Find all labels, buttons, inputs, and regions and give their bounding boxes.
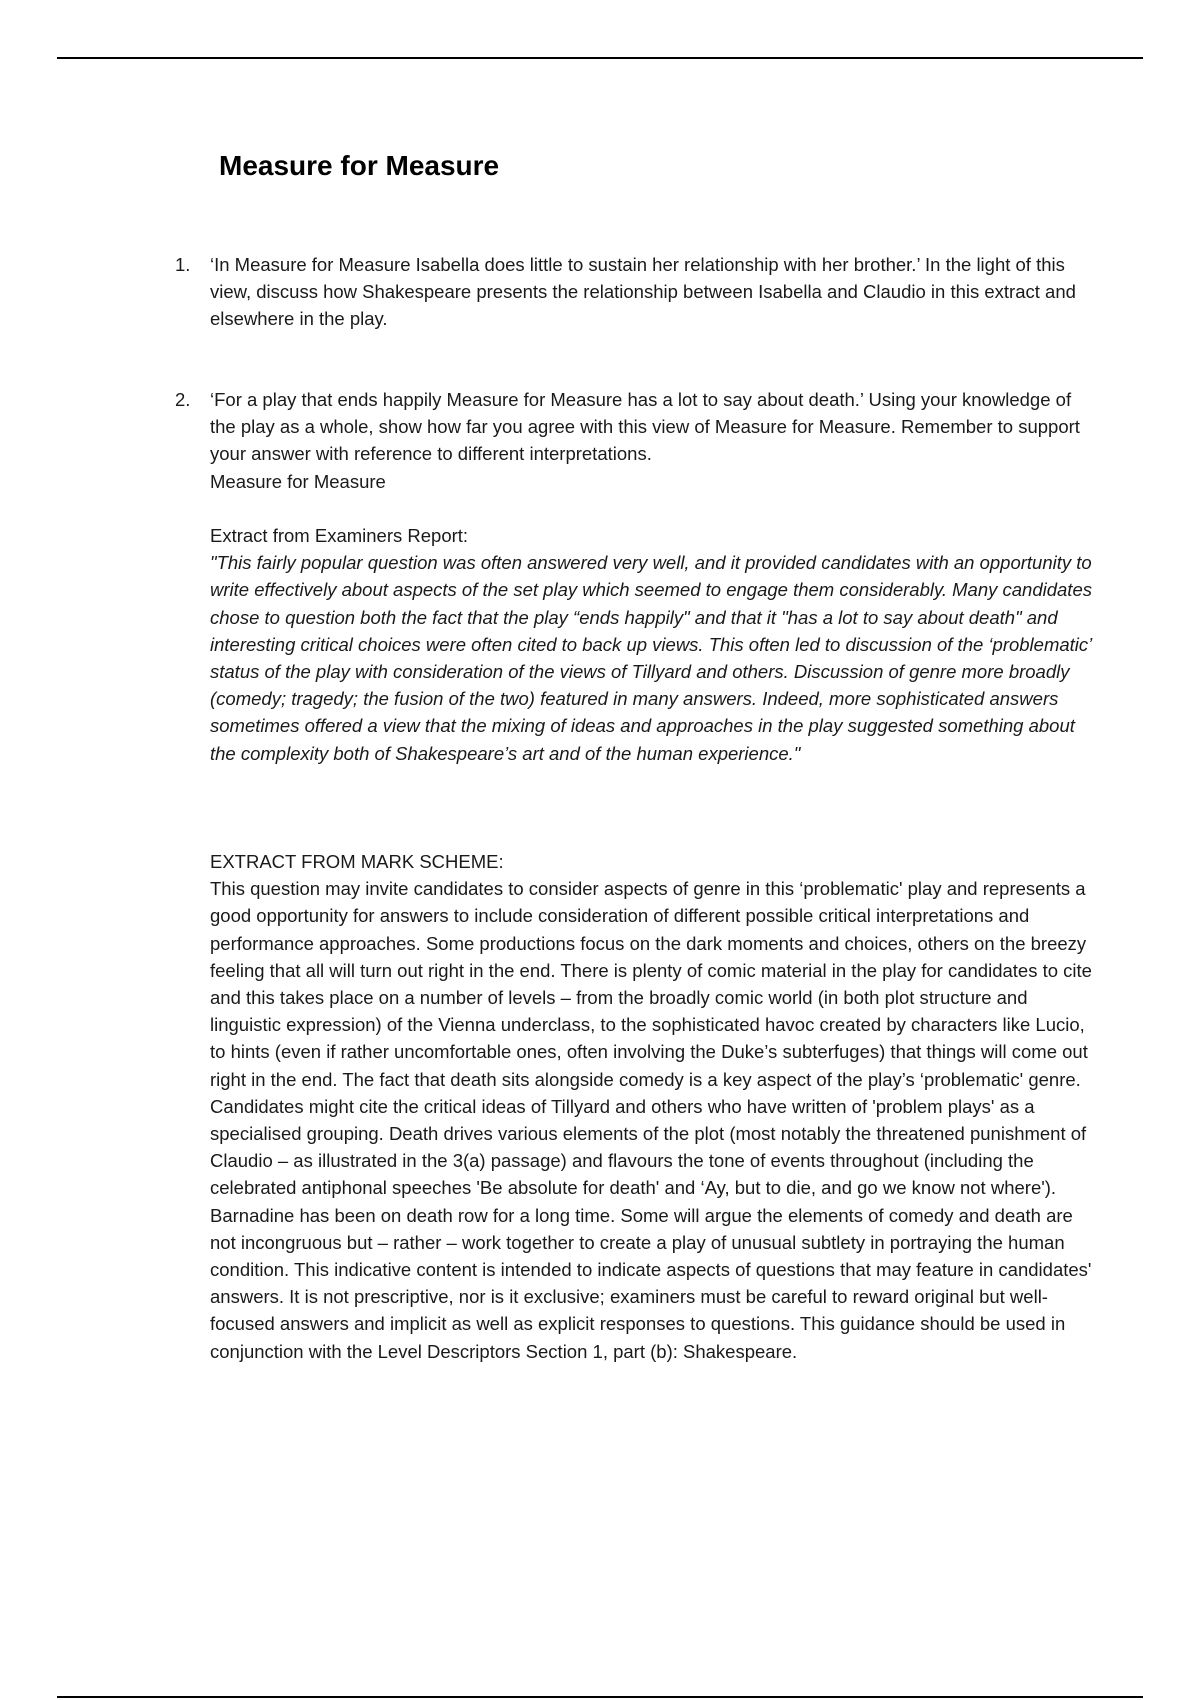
question-text: ‘In Measure for Measure Isabella does little to sustain her relationship with her brother.’ In the light of this view, discuss how Shakespeare presents the relationship between Isabella and Claudio in this extract and elsewhere in the play.	[210, 254, 1076, 330]
examiners-report-quote: "This fairly popular question was often answered very well, and it provided candidates with an opportunity to write effectively about aspects of the set play which seemed to engage them considerably. Many candidates chose to question both the fact that the play “ends happily" and that it "has a lot to say about death" and interesting critical choices were often cited to back up views. This often led to discussion of the ‘problematic’ status of the play with consideration of the views of Tillyard and others. Discussion of genre more broadly (comedy; tragedy; the fusion of the two) featured in many answers. Indeed, more sophisticated answers sometimes offered a view that the mixing of ideas and approaches in the play suggested something about the complexity both of Shakespeare’s art and of the human experience."	[210, 552, 1092, 764]
examiners-report-section	[210, 522, 1096, 767]
footer-rule	[57, 1696, 1143, 1698]
examiners-report-heading: Extract from Examiners Report:	[210, 525, 469, 546]
header-rule	[57, 57, 1143, 59]
question-1	[175, 251, 1095, 333]
question-text: ‘For a play that ends happily Measure for Measure has a lot to say about death.’ Using your knowledge of the play as a whole, show how far you agree with this view of Measure for Measure. Remember to support your answer with reference to different interpretations.	[210, 389, 1080, 465]
question-trailing-line: Measure for Measure	[210, 470, 386, 492]
mark-scheme-heading: EXTRACT FROM MARK SCHEME:	[210, 851, 504, 872]
mark-scheme-text: This question may invite candidates to consider aspects of genre in this ‘problematic' play and represents a good opportunity for answers to include consideration of different possible critical interpretations and performance approaches. Some productions focus on the dark moments and choices, others on the breezy feeling that all will turn out right in the end. There is plenty of comic material in the play for candidates to cite and this takes place on a number of levels – from the broadly comic world (in both plot structure and linguistic expression) of the Vienna underclass, to the sophisticated havoc created by characters like Lucio, to hints (even if rather uncomfortable ones, often involving the Duke’s subterfuges) that things will come out right in the end. The fact that death sits alongside comedy is a key aspect of the play’s ‘problematic' genre. Candidates might cite the critical ideas of Tillyard and others who have written of 'problem plays' as a specialised grouping. Death drives various elements of the plot (most notably the threatened punishment of Claudio – as illustrated in the 3(a) passage) and flavours the tone of events throughout (including the celebrated antiphonal speeches 'Be absolute for death' and ‘Ay, but to die, and go we know not where'). Barnadine has been on death row for a long time. Some will argue the elements of comedy and death are not incongruous but – rather – work together to create a play of unusual subtlety in portraying the human condition. This indicative content is intended to indicate aspects of questions that may feature in candidates' answers. It is not prescriptive, nor is it exclusive; examiners must be careful to reward original but well-focused answers and implicit as well as explicit responses to questions. This guidance should be used in conjunction with the Level Descriptors Section 1, part (b): Shakespeare.	[210, 878, 1092, 1362]
question-number: 1.	[175, 254, 191, 275]
document-title: Measure for Measure	[219, 150, 500, 181]
question-number: 2.	[175, 389, 191, 410]
question-2	[175, 386, 1095, 495]
mark-scheme-section	[210, 848, 1096, 1365]
